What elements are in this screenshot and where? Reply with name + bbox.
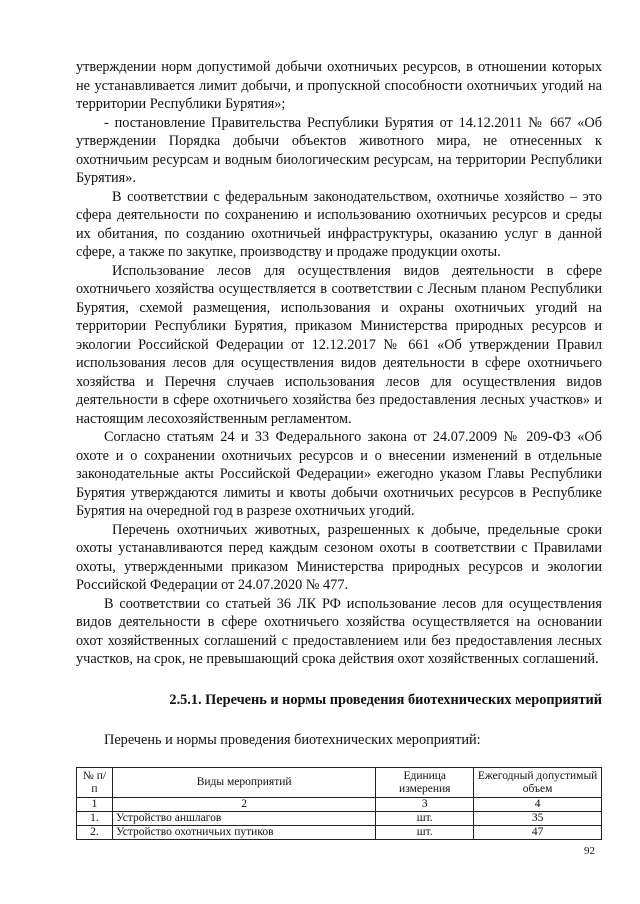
header-unit: Единица измерения bbox=[376, 768, 474, 798]
table-cell: 35 bbox=[474, 812, 602, 826]
paragraph-4: Использование лесов для осуществления видов деятельности в сфере охотничьего хозяйства осуществляется в соответствии с Лесным планом Республики Бурятия, схемой размещения, использования и охраны охотничьих угодий на территории Республики Бурятия, приказом Министерства природных ресурсов и экологии Российской Федерации от 12.12.2017 № 661 «Об утверждении Правил использования лесов для осуществления видов деятельности в сфере охотничьего хозяйства и Перечня случаев использования лесов для осуществления видов деятельности в сфере охотничьего хозяйства без предоставления лесных участков» и настоящим лесохозяйственным регламентом. bbox=[76, 262, 602, 427]
table-cell: 1 bbox=[77, 798, 113, 812]
paragraph-3: В соответствии с федеральным законодательством, охотничье хозяйство – это сфера деятельности по сохранению и использованию охотничьих ресурсов и среды их обитания, по созданию охотничьей инфраструктуры, оказанию услуг в данной сфере, а также по закупке, производству и продаже продукции охоты. bbox=[76, 188, 602, 260]
header-number: № п/п bbox=[77, 768, 113, 798]
document-page bbox=[76, 58, 602, 840]
measures-table bbox=[76, 767, 602, 840]
paragraph-5: Согласно статьям 24 и 33 Федерального закона от 24.07.2009 № 209-ФЗ «Об охоте и о сохранении охотничьих ресурсов и о внесении изменений в отдельные законодательные акты Российской Федерации» ежегодно указом Главы Республики Бурятия утверждаются лимиты и квоты добычи охотничьих ресурсов в Республике Бурятия на очередной год в разрезе охотничьих угодий. bbox=[76, 429, 602, 519]
page-number: 92 bbox=[584, 845, 595, 857]
table-cell: 4 bbox=[474, 798, 602, 812]
paragraph-7: В соответствии со статьей 36 ЛК РФ использование лесов для осуществления видов деятельности в сфере охотничьего хозяйства осуществляется на основании охот хозяйственных соглашений с предоставлением или без предоставления лесных участков, на срок, не превышающий срока действия охот хозяйственных соглашений. bbox=[76, 595, 602, 667]
table-cell: Устройство аншлагов bbox=[112, 812, 375, 826]
section-heading: 2.5.1. Перечень и нормы проведения биотехнических мероприятий bbox=[169, 691, 602, 708]
paragraph-1: утверждении норм допустимой добычи охотничьих ресурсов, в отношении которых не устанавливается лимит добычи, и пропускной способности охотничьих угодий на территории Республики Бурятия»; bbox=[76, 59, 602, 112]
paragraph-6: Перечень охотничьих животных, разрешенных к добыче, предельные сроки охоты устанавливаются перед каждым сезоном охоты в соответствии с Правилами охоты, утвержденными приказом Министерства природных ресурсов и экологии Российской Федерации от 24.07.2020 № 477. bbox=[76, 521, 602, 593]
table-cell: шт. bbox=[376, 812, 474, 826]
table-header-row bbox=[77, 768, 602, 798]
header-volume: Ежегодный допустимый объем bbox=[474, 768, 602, 798]
paragraph-2: - постановление Правительства Республики Бурятия от 14.12.2011 № 667 «Об утверждении Порядка добычи объектов животного мира, не отнесенных к охотничьим ресурсам и водным биологическим ресурсам, на территории Республики Бурятия». bbox=[76, 114, 602, 186]
header-activity: Виды мероприятий bbox=[112, 768, 375, 798]
table-cell: 3 bbox=[376, 798, 474, 812]
intro-text: Перечень и нормы проведения биотехнических мероприятий: bbox=[104, 731, 481, 748]
table-row bbox=[77, 826, 602, 840]
table-cell: 2. bbox=[77, 826, 113, 840]
table-number-row bbox=[77, 798, 602, 812]
table-cell: 2 bbox=[112, 798, 375, 812]
table-cell: шт. bbox=[376, 826, 474, 840]
table-cell: 47 bbox=[474, 826, 602, 840]
table-row bbox=[77, 812, 602, 826]
table-cell: 1. bbox=[77, 812, 113, 826]
table-cell: Устройство охотничьих путиков bbox=[112, 826, 375, 840]
